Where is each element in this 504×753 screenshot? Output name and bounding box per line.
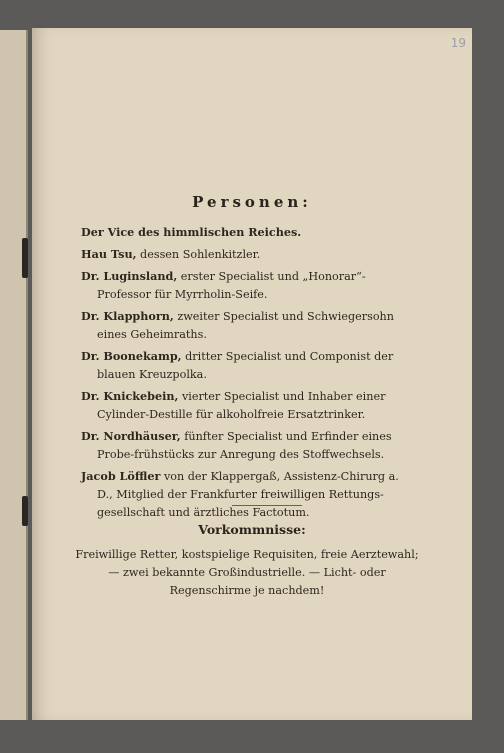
character-name: Der Vice des himmlischen Reiches.: [81, 225, 302, 239]
cast-entry: [81, 387, 411, 424]
character-description: dessen Sohlenkitzler.: [140, 248, 261, 261]
cast-heading: Personen:: [192, 193, 312, 211]
events-text: Freiwillige Retter, kostspielige Requisiten, freie Aerztewahl; — zwei bekannte Großindustrielle. — Licht- oder Regenschirme je nachdem!: [75, 548, 419, 597]
character-name: Jacob Löffler: [81, 469, 161, 483]
divider-rule: [232, 505, 302, 506]
cast-entry: [81, 427, 411, 464]
character-description: zweiter Specialist und Schwiegersohn eines Geheimraths.: [97, 310, 394, 341]
character-description: von der Klappergaß, Assistenz-Chirurg a. D., Mitglied der Frankfurter freiwilligen Rettungs-gesellschaft und ärztliches Factotum.: [97, 470, 399, 519]
character-name: Hau Tsu,: [81, 247, 137, 261]
cast-entry: [81, 267, 411, 304]
facing-page-edge: [0, 30, 28, 720]
character-name: Dr. Boonekamp,: [81, 349, 182, 363]
book-page: [32, 28, 472, 720]
cast-entry: [81, 245, 411, 264]
cast-entry: [81, 467, 411, 522]
pencil-page-number: 19: [450, 36, 466, 50]
character-name: Dr. Klapphorn,: [81, 309, 174, 323]
events-heading: Vorkommnisse:: [198, 522, 306, 537]
cast-entry: [81, 307, 411, 344]
character-description: erster Specialist und „Honorar“-Professor für Myrrholin-Seife.: [97, 270, 366, 301]
cast-entry: [81, 223, 411, 242]
character-description: dritter Specialist und Componist der blauen Kreuzpolka.: [97, 350, 394, 381]
character-name: Dr. Luginsland,: [81, 269, 178, 283]
character-name: Dr. Nordhäuser,: [81, 429, 181, 443]
cast-entry: [81, 347, 411, 384]
gutter-mark: [22, 238, 28, 278]
character-name: Dr. Knickebein,: [81, 389, 179, 403]
character-description: vierter Specialist und Inhaber einer Cylinder-Destille für alkoholfreie Ersatztrinker.: [97, 390, 386, 421]
character-description: fünfter Specialist und Erfinder eines Probe-frühstücks zur Anregung des Stoffwechsels.: [97, 430, 392, 461]
gutter-mark: [22, 496, 28, 526]
cast-list: [81, 223, 411, 525]
